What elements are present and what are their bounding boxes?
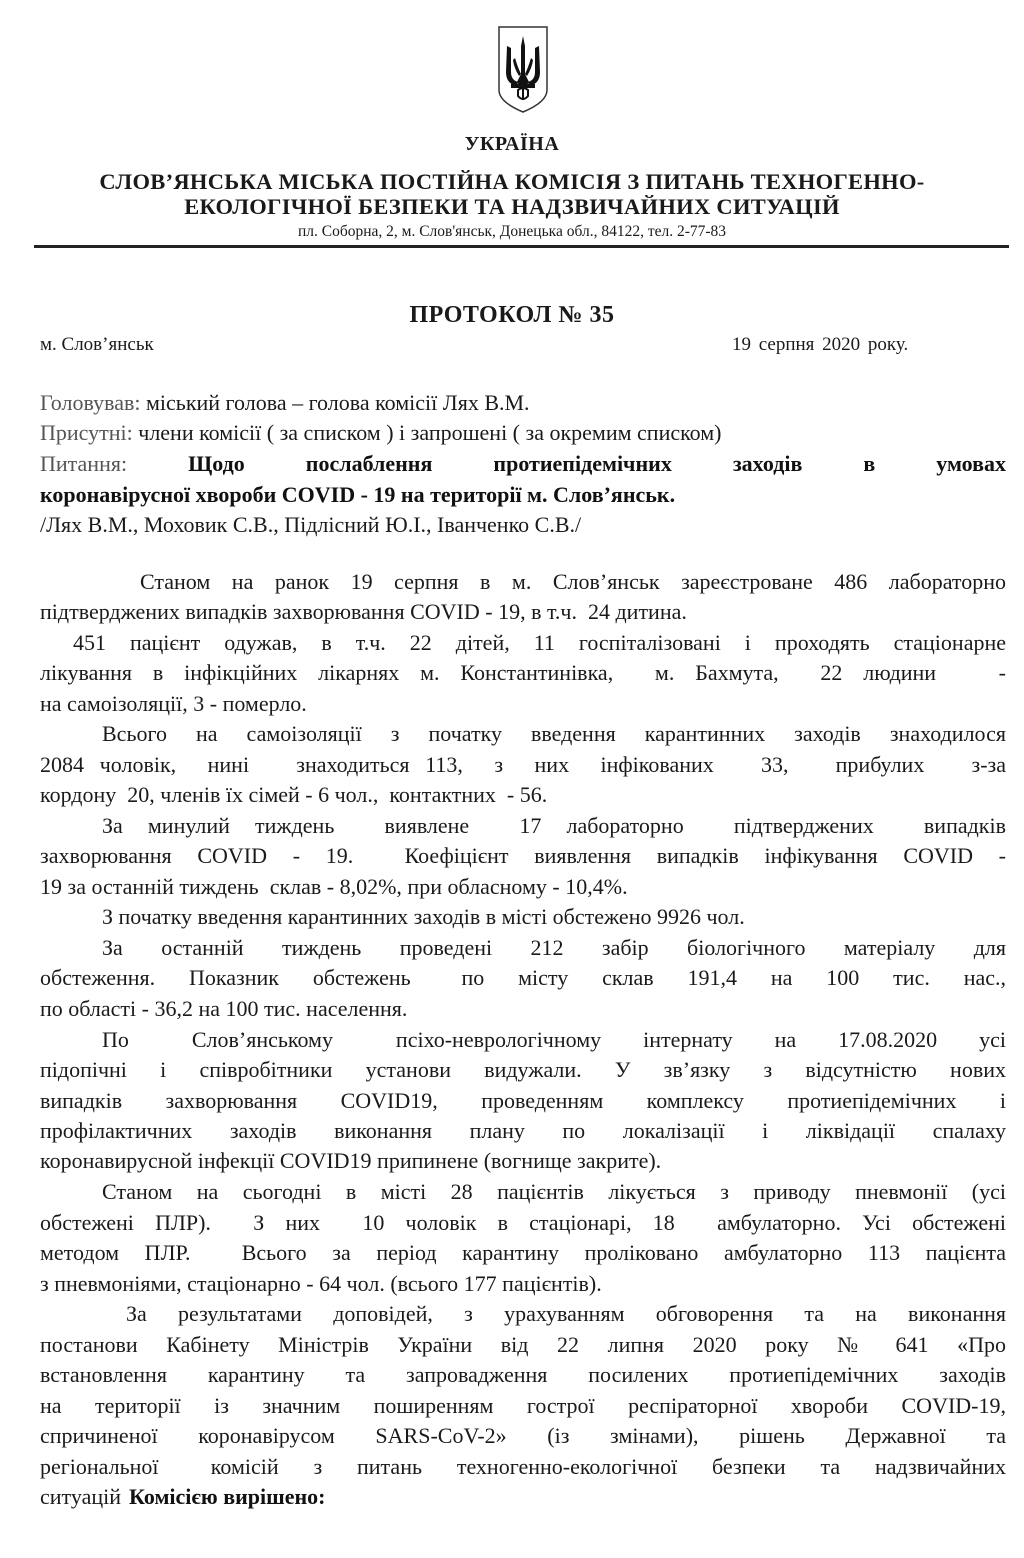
body-line: по області - 36,2 на 100 тис. населення. [40,996,408,1021]
coat-of-arms-icon [496,24,550,114]
issue-word: заходів [732,451,803,476]
protocol-place: м. Слов’янськ [40,334,154,355]
body-line: обстеження. Показник обстежень по місту склав 191,4 на 100 тис. нас., [40,965,1006,990]
organization-address: пл. Соборна, 2, м. Слов'янськ, Донецька обл., 84122, тел. 2-77-83 [297,223,727,240]
body-line: на самоізоляції, 3 - померло. [40,691,307,716]
country-heading: УКРАЇНА [464,133,560,155]
chaired-value: міський голова – голова комісії Лях В.М. [145,390,530,415]
body-line: постанови Кабінету Міністрів України від 22 липня 2020 року № 641 «Про [40,1332,1006,1357]
body-line: По Слов’янському псіхо-неврологічному інтернату на 17.08.2020 усі [102,1027,1006,1052]
body-line: За останній тиждень проведені 212 забір біологічного матеріалу для [102,935,1006,960]
body-line: методом ПЛР. Всього за період карантину проліковано амбулаторно 113 пацієнта [40,1240,1006,1265]
issue-text: коронавірусної хвороби COVID - 19 на території м. Слов’янськ. [40,482,676,507]
organization-name-line1: СЛОВ’ЯНСЬКА МІСЬКА ПОСТІЙНА КОМІСІЯ З ПИТАНЬ ТЕХНОГЕННО- [99,169,925,194]
body-line: випадків захворювання COVID19, проведенням комплексу протиепідемічних і [40,1088,1006,1113]
issue-word: Щодо [188,451,245,476]
body-line: обстежені ПЛР). З них 10 чоловік в стаціонарі, 18 амбулаторно. Усі обстежені [40,1210,1006,1235]
body-line: захворювання COVID - 19. Коефіцієнт виявлення випадків інфікування COVID - [40,843,1006,868]
body-line: підтверджених випадків захворювання COVID - 19, в т.ч. 24 дитина. [40,599,687,624]
body-line: підопічні і співробітники установи видужали. У зв’язку з відсутністю нових [40,1057,1006,1082]
body-line: Станом на ранок 19 серпня в м. Слов’янськ зареєстроване 486 лабораторно [140,569,1006,594]
decision-label: Комісією вирішено: [129,1484,326,1509]
body-line: регіональної комісій з питань техногенно-екологічної безпеки та надзвичайних [40,1454,1006,1479]
body-line: 19 за останній тиждень склав - 8,02%, при обласному - 10,4%. [40,874,628,899]
body-line: кордону 20, членів їх сімей - 6 чол., контактних - 56. [40,782,548,807]
chaired-line [40,388,1006,418]
chaired-label: Головував: [40,390,141,415]
organization-name-line2: ЕКОЛОГІЧНОЇ БЕЗПЕКИ ТА НАДЗВИЧАЙНИХ СИТУАЦІЙ [184,194,840,219]
issue-word: протиепідемічних [493,451,672,476]
present-label: Присутні: [40,420,133,445]
body-line: коронавирусной інфекції COVID19 припинене (вогнище закрите). [40,1148,662,1173]
body-line: встановлення карантину та запровадження посилених протиепідемічних заходів [40,1362,1006,1387]
issue-label: Питання: [40,451,128,476]
body-line: Станом на сьогодні в місті 28 пацієнтів лікується з приводу пневмонії (усі [102,1179,1006,1204]
issue-word: в [863,451,876,476]
present-line [40,418,1006,448]
header-divider [34,245,1009,248]
issue-line [40,449,1006,479]
body-line: Всього на самоізоляції з початку введення карантинних заходів знаходилося [102,721,1006,746]
body-line: За результатами доповідей, з урахуванням обговорення та на виконання [126,1301,1006,1326]
body-line: ситуацій [40,1484,121,1509]
speakers-line: /Лях В.М., Моховик С.В., Підлісний Ю.І., Іванченко С.В./ [40,512,582,537]
body-line: За минулий тиждень виявлене 17 лабораторно підтверджених випадків [102,813,1006,838]
body-line: 2084 чоловік, нині знаходиться 113, з них інфікованих 33, прибулих з-за [40,752,1006,777]
body-line: профілактичних заходів виконання плану по локалізації і ліквідації спалаху [40,1118,1006,1143]
body-line: 451 пацієнт одужав, в т.ч. 22 дітей, 11 госпіталізовані і проходять стаціонарне [73,630,1006,655]
protocol-title: ПРОТОКОЛ № 35 [409,302,615,328]
body-line: З початку введення карантинних заходів в місті обстежено 9926 чол. [102,904,745,929]
body-line: на території із значним поширенням гострої респіраторної хвороби COVID-19, [40,1393,1006,1418]
issue-word: умовах [936,451,1006,476]
protocol-date: 19 серпня 2020 року. [732,334,909,355]
present-value: члени комісії ( за списком ) і запрошені ( за окремим списком) [138,420,722,445]
body-line: спричиненої коронавірусом SARS-CoV-2» (із змінами), рішень Державної та [40,1423,1006,1448]
issue-line-2 [40,480,1006,510]
body-line: з пневмоніями, стаціонарно - 64 чол. (всього 177 пацієнтів). [40,1271,602,1296]
body-line: лікування в інфікційних лікарнях м. Константинівка, м. Бахмута, 22 людини - [40,660,1006,685]
issue-word: послаблення [305,451,433,476]
